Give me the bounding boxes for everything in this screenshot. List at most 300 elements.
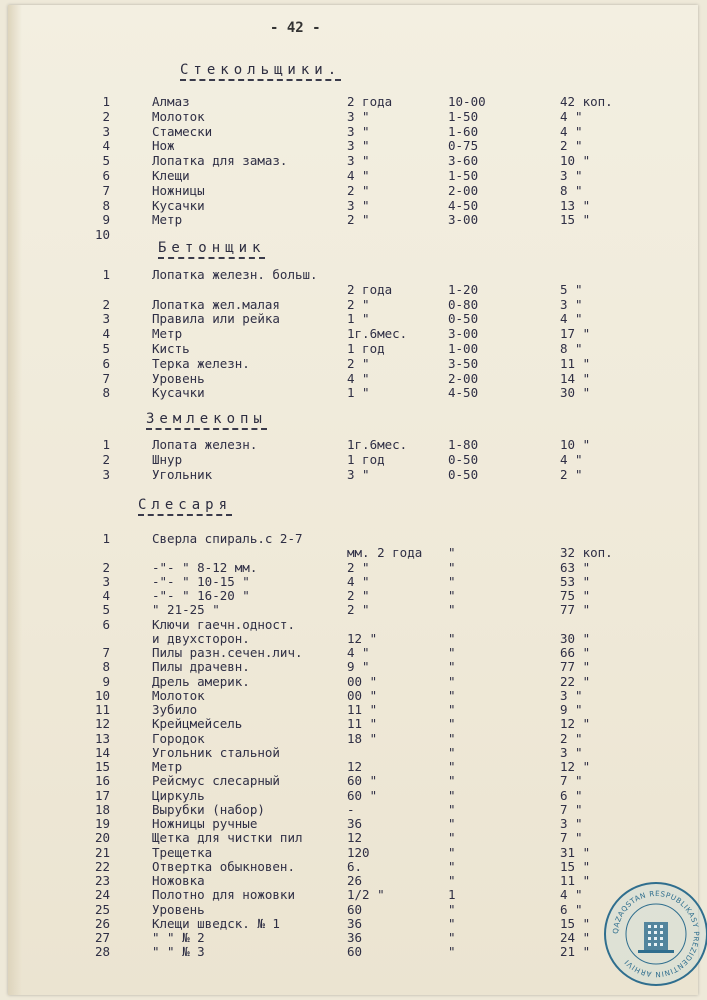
cell-price: 0-80 [448,296,479,312]
cell-price: 0-75 [448,138,479,154]
cell-qty: 3 " [560,168,583,183]
cell-name: -"- " 8-12 мм. [152,559,258,575]
cell-price: " [448,716,456,732]
cell-no: 3 [102,466,110,482]
cell-price: 0-50 [448,311,479,327]
cell-price: 10-00 [448,94,486,109]
cell-name: Угольник стальной [152,744,280,760]
cell-no: 2 [102,451,110,467]
table-row [0,860,707,874]
cell-price: " [448,930,456,945]
cell-name: Лопатка железн. больш. [152,267,318,282]
cell-price: 3-00 [448,326,479,342]
cell-life: 11 " [347,702,378,717]
cell-price: " [448,773,456,789]
table-row [0,746,707,760]
table-row [0,703,707,717]
cell-qty: 2 " [560,730,583,746]
table-row [0,372,707,386]
cell-no: 2 [102,559,110,575]
cell-no: 10 [94,687,110,703]
cell-qty: 53 " [560,573,591,589]
cell-life: 36 [347,915,363,931]
cell-life: 2 " [347,182,370,198]
cell-name: " " № 3 [152,944,205,960]
cell-name: Ключи гаечн.одност. [152,616,295,632]
cell-life: 4 " [347,573,370,589]
cell-life: 1 " [347,385,370,401]
page-number: - 42 - [270,20,321,36]
cell-price: " [448,630,456,646]
cell-name: Крейцмейсель [152,716,243,732]
cell-qty: 2 " [560,466,583,482]
table-row [0,717,707,731]
cell-no: 16 [94,773,110,789]
cell-qty: 7 " [560,830,583,846]
cell-life: 2 " [347,588,370,603]
cell-price: 2-00 [448,370,479,386]
cell-life: 2 " [347,296,370,312]
cell-name: Кусачки [152,197,205,213]
cell-life: 3 " [347,153,370,169]
section-title: Стекольщики. [180,62,341,81]
table-row [0,532,707,546]
section-title: Слесаря [138,497,232,516]
cell-qty: 31 " [560,844,591,860]
cell-life: 3 " [347,108,370,124]
cell-qty: 6 " [560,787,583,803]
cell-qty: 11 " [560,355,591,371]
cell-no: 12 [94,716,110,732]
cell-no: 4 [102,138,110,154]
archive-stamp [604,882,707,986]
cell-no: 17 [94,787,110,803]
cell-no: 14 [94,744,110,760]
cell-price: " [448,873,456,888]
cell-life: 2 года [347,281,393,297]
cell-name: Метр [152,326,183,342]
cell-life: 1 год [347,341,385,356]
cell-name: Угольник [152,466,213,482]
cell-no: 9 [102,212,110,228]
cell-qty: 10 " [560,153,591,169]
cell-name: Метр [152,759,183,774]
cell-name: Молоток [152,108,205,124]
table-row [0,618,707,632]
cell-no: 8 [102,197,110,213]
cell-name: Клещи [152,168,190,183]
table-row [0,660,707,674]
cell-no: 5 [102,153,110,169]
cell-qty: 4 " [560,108,583,124]
table-row [0,184,707,198]
cell-no: 6 [102,355,110,371]
table-row [0,453,707,467]
cell-qty: 15 " [560,915,591,931]
cell-life: 3 " [347,466,370,482]
cell-qty: 6 " [560,901,583,917]
cell-no: 28 [94,944,110,960]
cell-life: 00 " [347,673,378,689]
cell-price: " [448,759,456,774]
cell-no: 1 [102,267,110,282]
cell-life: 2 " [347,602,370,618]
cell-life: 60 " [347,773,378,789]
cell-qty: 77 " [560,602,591,618]
cell-price: 1-50 [448,168,479,183]
cell-qty: 17 " [560,326,591,342]
cell-no: 9 [102,673,110,689]
table-row [0,228,707,242]
cell-life: 60 [347,901,363,917]
cell-no: 6 [102,616,110,632]
cell-no: 5 [102,341,110,356]
cell-no: 2 [102,296,110,312]
cell-qty: 9 " [560,702,583,717]
cell-qty: 8 " [560,341,583,356]
cell-price: " [448,944,456,960]
cell-qty: 21 " [560,944,591,960]
cell-name: Алмаз [152,94,190,109]
cell-name: Ножницы ручные [152,816,258,831]
table-row [0,154,707,168]
cell-no: 20 [94,830,110,846]
cell-price: 4-50 [448,385,479,401]
cell-name: Дрель америк. [152,673,250,689]
cell-no: 2 [102,108,110,124]
cell-name: Правила или рейка [152,311,280,327]
cell-life: 120 [347,844,370,860]
table-row [0,312,707,326]
table-row [0,945,707,959]
cell-no: 7 [102,182,110,198]
cell-price: " [448,730,456,746]
cell-life: 11 " [347,716,378,732]
table-row [0,675,707,689]
table-row [0,139,707,153]
cell-life: 2 " [347,355,370,371]
cell-no: 24 [94,887,110,903]
cell-qty: 4 " [560,123,583,139]
cell-price: " [448,702,456,717]
table-row [0,298,707,312]
table-row [0,846,707,860]
cell-price: 3-50 [448,355,479,371]
cell-no: 21 [94,844,110,860]
cell-qty: 42 коп. [560,94,613,109]
cell-no: 11 [94,702,110,717]
cell-price: 4-50 [448,197,479,213]
cell-name: -"- " 10-15 " [152,573,250,589]
cell-life: 1г.6мес. [347,437,408,452]
cell-name: Стамески [152,123,213,139]
table-row [0,575,707,589]
table-row [0,803,707,817]
cell-qty: 22 " [560,673,591,689]
table-row [0,689,707,703]
cell-name: Пилы разн.сечен.лич. [152,645,303,660]
cell-qty: 15 " [560,858,591,874]
cell-life: 60 " [347,787,378,803]
cell-name: Сверла спираль.с 2-7 [152,531,303,546]
cell-name: Рейсмус слесарный [152,773,280,789]
table-row [0,874,707,888]
table-row [0,732,707,746]
cell-price: " [448,645,456,660]
cell-life: 3 " [347,197,370,213]
table-row [0,817,707,831]
cell-price: " [448,573,456,589]
cell-qty: 7 " [560,773,583,789]
cell-name: Вырубки (набор) [152,801,265,817]
cell-price: 1-60 [448,123,479,139]
table-row [0,632,707,646]
table-row [0,169,707,183]
cell-price: " [448,901,456,917]
cell-no: 1 [102,94,110,109]
cell-life: 4 " [347,370,370,386]
cell-no: 13 [94,730,110,746]
cell-no: 4 [102,326,110,342]
cell-name: Лопата железн. [152,437,258,452]
cell-no: 27 [94,930,110,945]
table-row [0,357,707,371]
cell-price: 1 [448,887,456,903]
cell-life: 4 " [347,168,370,183]
table-row [0,199,707,213]
cell-no: 23 [94,873,110,888]
cell-life: 6. [347,858,363,874]
cell-qty: 13 " [560,197,591,213]
cell-no: 4 [102,588,110,603]
section-title: Землекопы [146,411,267,430]
cell-life: 36 [347,816,363,831]
table-row [0,95,707,109]
table-row [0,774,707,788]
cell-price: 2-00 [448,182,479,198]
cell-qty: 11 " [560,873,591,888]
cell-qty: 30 " [560,385,591,401]
cell-price: " [448,844,456,860]
cell-qty: 14 " [560,370,591,386]
cell-name: Зубило [152,702,198,717]
table-row [0,386,707,400]
cell-no: 22 [94,858,110,874]
cell-no: 8 [102,659,110,675]
cell-no: 5 [102,602,110,618]
table-row [0,931,707,945]
cell-life: 00 " [347,687,378,703]
cell-life: 1г.6мес. [347,326,408,342]
cell-price: 1-50 [448,108,479,124]
cell-price: " [448,659,456,675]
cell-name: Отвертка обыкновен. [152,858,295,874]
cell-price: " [448,744,456,760]
cell-qty: 2 " [560,138,583,154]
cell-no: 26 [94,915,110,931]
cell-price: 0-50 [448,466,479,482]
cell-name: Кисть [152,341,190,356]
cell-name: Щетка для чистки пил [152,830,303,846]
cell-qty: 10 " [560,437,591,452]
cell-price: 3-00 [448,212,479,228]
cell-name: Ножницы [152,182,205,198]
cell-no: 19 [94,816,110,831]
cell-life: 2 " [347,212,370,228]
cell-no: 15 [94,759,110,774]
cell-qty: 12 " [560,716,591,732]
table-row [0,283,707,297]
table-row [0,589,707,603]
cell-price: " [448,687,456,703]
cell-price: 1-80 [448,437,479,452]
cell-name: Молоток [152,687,205,703]
cell-no: 1 [102,437,110,452]
cell-price: " [448,915,456,931]
cell-life: 1 " [347,311,370,327]
table-row [0,888,707,902]
cell-no: 18 [94,801,110,817]
cell-no: 8 [102,385,110,401]
section-title: Бетонщик [158,240,265,259]
cell-qty: 3 " [560,744,583,760]
cell-life: 12 [347,830,363,846]
cell-name: Лопатка жел.малая [152,296,280,312]
cell-no: 1 [102,531,110,546]
table-row [0,603,707,617]
cell-life: 9 " [347,659,370,675]
cell-life: 1 год [347,451,385,467]
cell-name: Городок [152,730,205,746]
cell-price: " [448,673,456,689]
table-row [0,917,707,931]
cell-qty: 4 " [560,887,583,903]
cell-life: 1/2 " [347,887,385,903]
cell-qty: 8 " [560,182,583,198]
cell-name: и двухсторон. [152,630,250,646]
table-row [0,327,707,341]
cell-name: Лопатка для замаз. [152,153,288,169]
cell-life: 2 года [347,94,393,109]
table-row [0,438,707,452]
cell-name: Пилы драчевн. [152,659,250,675]
cell-no: 10 [94,227,110,243]
cell-price: " [448,830,456,846]
cell-no: 25 [94,901,110,917]
cell-life: 3 " [347,123,370,139]
cell-price: 1-20 [448,281,479,297]
cell-life: 18 " [347,730,378,746]
table-row [0,546,707,560]
table-row [0,561,707,575]
cell-name: Шнур [152,451,183,467]
cell-name: Уровень [152,370,205,386]
cell-qty: 66 " [560,645,591,660]
cell-qty: 4 " [560,451,583,467]
cell-qty: 75 " [560,588,591,603]
cell-name: -"- " 16-20 " [152,588,250,603]
cell-name: Ножовка [152,873,205,888]
table-row [0,831,707,845]
cell-price: " [448,801,456,817]
cell-qty: 77 " [560,659,591,675]
cell-qty: 3 " [560,687,583,703]
cell-life: 60 [347,944,363,960]
table-row [0,789,707,803]
cell-price: " [448,816,456,831]
cell-price: " [448,545,456,561]
cell-name: " " № 2 [152,930,205,945]
table-row [0,342,707,356]
cell-qty: 7 " [560,801,583,817]
cell-no: 3 [102,123,110,139]
cell-qty: 30 " [560,630,591,646]
cell-no: 6 [102,168,110,183]
cell-qty: 3 " [560,296,583,312]
cell-qty: 5 " [560,281,583,297]
svg-text:QAZAQSTAN RESPUBLIKASY PREZIDE: QAZAQSTAN RESPUBLIKASY PREZIDENTININ ARHIVI [610,888,702,980]
cell-life: 12 [347,759,363,774]
cell-qty: 15 " [560,212,591,228]
table-row [0,903,707,917]
cell-name: Нож [152,138,175,154]
cell-life: 4 " [347,645,370,660]
cell-life: 2 " [347,559,370,575]
table-row [0,468,707,482]
cell-life: 3 " [347,138,370,154]
cell-qty: 12 " [560,759,591,774]
table-row [0,125,707,139]
table-row [0,268,707,282]
cell-name: Уровень [152,901,205,917]
cell-price: " [448,588,456,603]
cell-price: " [448,787,456,803]
cell-no: 3 [102,311,110,327]
cell-life: 36 [347,930,363,945]
cell-name: Полотно для ножовки [152,887,295,903]
table-row [0,110,707,124]
cell-no: 7 [102,645,110,660]
cell-no: 7 [102,370,110,386]
cell-price: 0-50 [448,451,479,467]
cell-price: 1-00 [448,341,479,356]
cell-life: мм. 2 года [347,545,423,561]
cell-qty: 24 " [560,930,591,945]
cell-name: Клещи шведск. № 1 [152,915,280,931]
table-row [0,760,707,774]
cell-qty: 4 " [560,311,583,327]
cell-name: Терка железн. [152,355,250,371]
table-row [0,646,707,660]
cell-life: 12 " [347,630,378,646]
cell-no: 3 [102,573,110,589]
cell-qty: 63 " [560,559,591,575]
cell-name: Циркуль [152,787,205,803]
cell-name: " 21-25 " [152,602,220,618]
cell-price: 3-60 [448,153,479,169]
cell-name: Метр [152,212,183,228]
cell-price: " [448,858,456,874]
cell-price: " [448,559,456,575]
cell-qty: 32 коп. [560,545,613,561]
cell-qty: 3 " [560,816,583,831]
cell-life: 26 [347,873,363,888]
cell-name: Кусачки [152,385,205,401]
cell-price: " [448,602,456,618]
cell-name: Трещетка [152,844,213,860]
table-row [0,213,707,227]
cell-life: - [347,801,355,817]
